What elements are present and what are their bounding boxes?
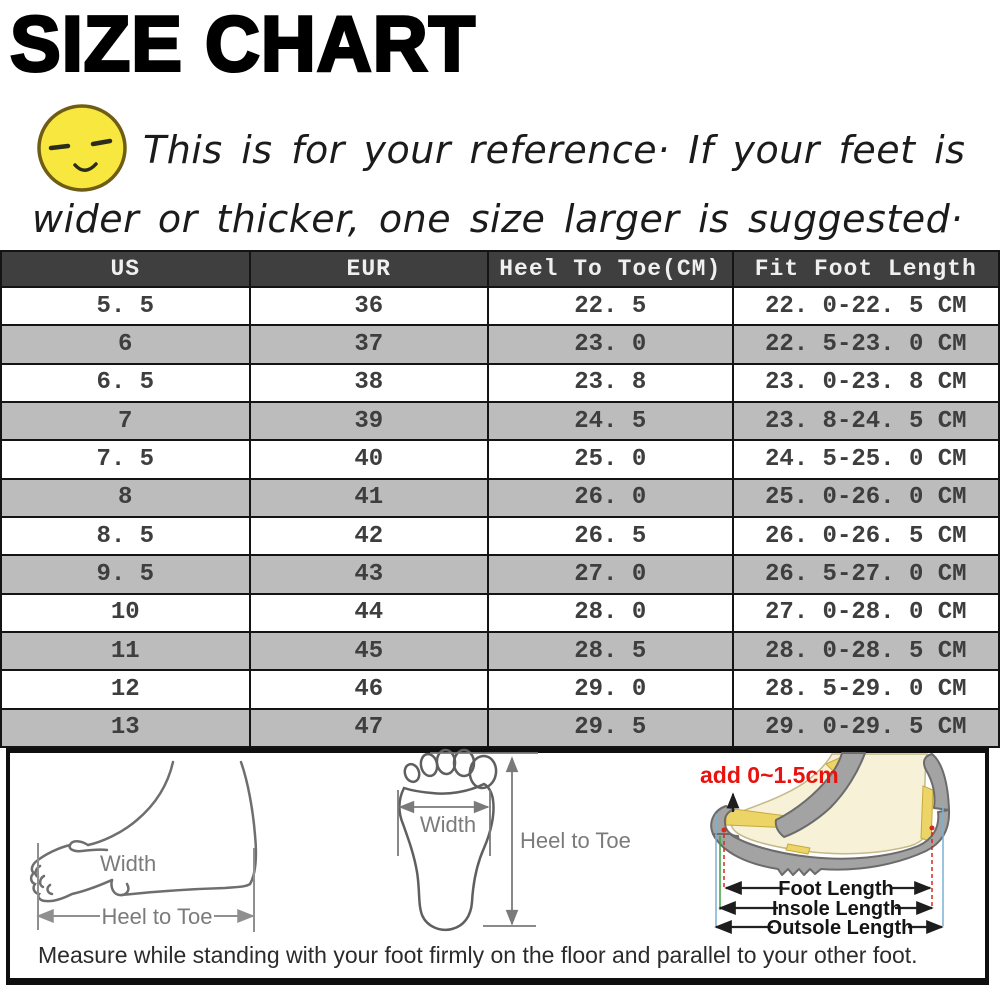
table-cell: 22. 5 bbox=[488, 287, 733, 325]
table-cell: 8 bbox=[1, 479, 250, 517]
size-table bbox=[0, 250, 1000, 748]
smiley-icon bbox=[36, 103, 130, 195]
table-cell: 26. 5 bbox=[488, 517, 733, 555]
table-cell: 27. 0 bbox=[488, 555, 733, 593]
table-row bbox=[1, 594, 999, 632]
table-cell: 12 bbox=[1, 670, 250, 708]
table-row bbox=[1, 440, 999, 478]
table-cell: 7 bbox=[1, 402, 250, 440]
side-heel-to-toe-label: Heel to Toe bbox=[101, 904, 213, 929]
table-row bbox=[1, 364, 999, 402]
table-cell: 36 bbox=[250, 287, 489, 325]
column-header: EUR bbox=[250, 251, 489, 287]
table-cell: 41 bbox=[250, 479, 489, 517]
table-cell: 23. 8-24. 5 CM bbox=[733, 402, 999, 440]
table-row bbox=[1, 632, 999, 670]
table-cell: 42 bbox=[250, 517, 489, 555]
size-table-body bbox=[1, 287, 999, 747]
table-cell: 26. 0 bbox=[488, 479, 733, 517]
table-cell: 23. 8 bbox=[488, 364, 733, 402]
note-line-2: wider or thicker, one size larger is suggested· bbox=[32, 197, 963, 241]
table-cell: 28. 0 bbox=[488, 594, 733, 632]
table-cell: 23. 0-23. 8 CM bbox=[733, 364, 999, 402]
table-row bbox=[1, 555, 999, 593]
table-cell: 26. 5-27. 0 CM bbox=[733, 555, 999, 593]
column-header: Heel To Toe(CM) bbox=[488, 251, 733, 287]
table-cell: 9. 5 bbox=[1, 555, 250, 593]
outsole-length-label: Outsole Length bbox=[766, 917, 914, 939]
side-width-label: Width bbox=[100, 851, 157, 876]
table-row bbox=[1, 287, 999, 325]
table-cell: 6. 5 bbox=[1, 364, 250, 402]
table-cell: 26. 0-26. 5 CM bbox=[733, 517, 999, 555]
table-cell: 22. 5-23. 0 CM bbox=[733, 325, 999, 363]
table-cell: 28. 5 bbox=[488, 632, 733, 670]
table-cell: 28. 0-28. 5 CM bbox=[733, 632, 999, 670]
table-cell: 10 bbox=[1, 594, 250, 632]
table-cell: 23. 0 bbox=[488, 325, 733, 363]
table-cell: 40 bbox=[250, 440, 489, 478]
foot-side-view-diagram bbox=[10, 750, 290, 940]
column-header: Fit Foot Length bbox=[733, 251, 999, 287]
table-cell: 29. 0-29. 5 CM bbox=[733, 709, 999, 747]
table-cell: 24. 5-25. 0 CM bbox=[733, 440, 999, 478]
column-header: US bbox=[1, 251, 250, 287]
foot-length-label: Foot Length bbox=[778, 878, 894, 900]
table-cell: 45 bbox=[250, 632, 489, 670]
table-cell: 44 bbox=[250, 594, 489, 632]
page-title: SIZE CHART bbox=[10, 0, 476, 88]
table-cell: 7. 5 bbox=[1, 440, 250, 478]
add-allowance-label: add 0~1.5cm bbox=[700, 762, 839, 788]
table-cell: 29. 0 bbox=[488, 670, 733, 708]
table-cell: 24. 5 bbox=[488, 402, 733, 440]
table-row bbox=[1, 325, 999, 363]
table-cell: 27. 0-28. 0 CM bbox=[733, 594, 999, 632]
table-row bbox=[1, 402, 999, 440]
table-cell: 29. 5 bbox=[488, 709, 733, 747]
table-cell: 8. 5 bbox=[1, 517, 250, 555]
table-row bbox=[1, 709, 999, 747]
table-cell: 25. 0 bbox=[488, 440, 733, 478]
size-table-header-row bbox=[1, 251, 999, 287]
table-cell: 6 bbox=[1, 325, 250, 363]
table-cell: 37 bbox=[250, 325, 489, 363]
table-cell: 39 bbox=[250, 402, 489, 440]
table-cell: 47 bbox=[250, 709, 489, 747]
table-cell: 38 bbox=[250, 364, 489, 402]
top-heel-to-toe-label: Heel to Toe bbox=[520, 828, 631, 853]
table-cell: 28. 5-29. 0 CM bbox=[733, 670, 999, 708]
measure-instruction: Measure while standing with your foot firmly on the floor and parallel to your other foot. bbox=[38, 942, 918, 968]
shoe-cross-section-diagram bbox=[680, 748, 995, 940]
table-cell: 5. 5 bbox=[1, 287, 250, 325]
table-cell: 22. 0-22. 5 CM bbox=[733, 287, 999, 325]
note-line-1: This is for your reference· If your feet is bbox=[143, 128, 966, 172]
table-cell: 43 bbox=[250, 555, 489, 593]
table-cell: 25. 0-26. 0 CM bbox=[733, 479, 999, 517]
table-cell: 11 bbox=[1, 632, 250, 670]
top-width-label: Width bbox=[419, 812, 477, 837]
insole-length-label: Insole Length bbox=[772, 898, 902, 920]
foot-top-view-diagram bbox=[388, 748, 640, 938]
table-cell: 13 bbox=[1, 709, 250, 747]
table-row bbox=[1, 517, 999, 555]
table-row bbox=[1, 479, 999, 517]
table-cell: 46 bbox=[250, 670, 489, 708]
table-row bbox=[1, 670, 999, 708]
